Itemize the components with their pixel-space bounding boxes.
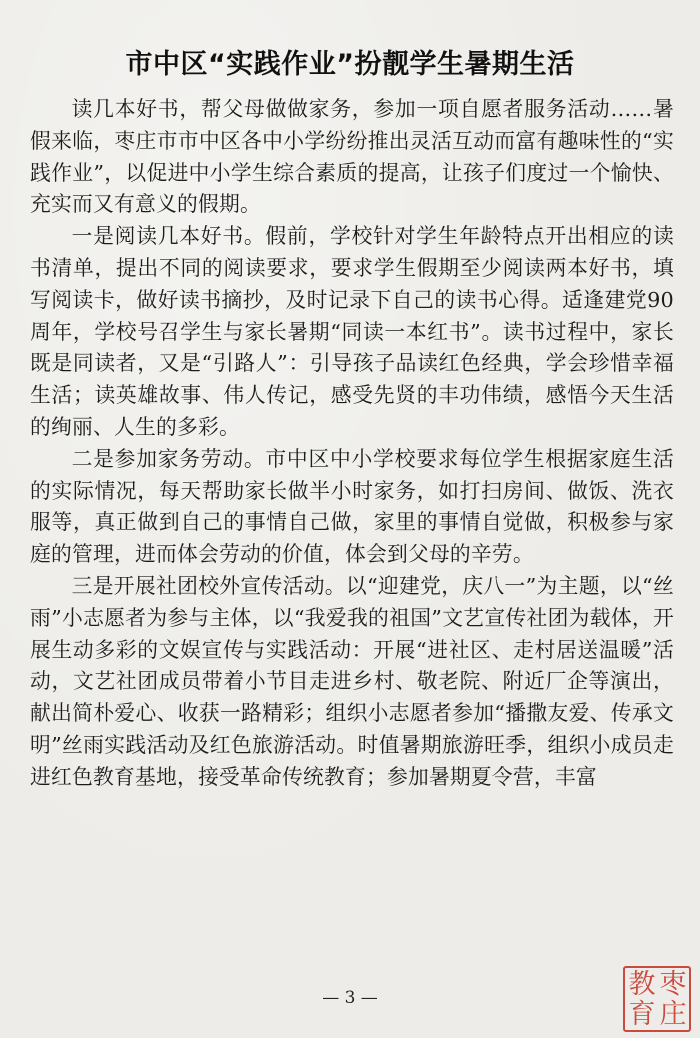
seal-stamp	[623, 966, 691, 1032]
paragraph-reading: 一是阅读几本好书。假前，学校针对学生年龄特点开出相应的读书清单，提出不同的阅读要求，要求学生假期至少阅读两本好书，填写阅读卡，做好读书摘抄，及时记录下自己的读书心得。适逢建党90周年，学校号召学生与家长暑期“同读一本红书”。读书过程中，家长既是同读者，又是“引路人”：引导孩子品读红色经典，学会珍惜幸福生活；读英雄故事、伟人传记，感受先贤的丰功伟绩，感悟今天生活的绚丽、人生的多彩。	[30, 224, 674, 439]
page-number: — 3 —	[322, 988, 378, 1008]
paragraph-housework: 二是参加家务劳动。市中区中小学校要求每位学生根据家庭生活的实际情况，每天帮助家长做半小时家务，如打扫房间、做饭、洗衣服等，真正做到自己的事情自己做，家里的事情自觉做，积极参与家庭的管理，进而体会劳动的价值，体会到父母的辛劳。	[30, 446, 674, 567]
article-body	[30, 94, 674, 794]
seal-char: 育	[628, 999, 656, 1030]
seal-char: 庄	[659, 999, 687, 1030]
paragraph-intro: 读几本好书，帮父母做做家务，参加一项自愿者服务活动……暑假来临，枣庄市市中区各中小学纷纷推出灵活互动而富有趣味性的“实践作业”，以促进中小学生综合素质的提高，让孩子们度过一个愉快、充实而又有意义的假期。	[30, 97, 674, 217]
paragraph-community: 三是开展社团校外宣传活动。以“迎建党，庆八一”为主题，以“丝雨”小志愿者为参与主体，以“我爱我的祖国”文艺宣传社团为载体，开展生动多彩的文娱宣传与实践活动：开展“进社区、走村居送温暖”活动，文艺社团成员带着小节目走进乡村、敬老院、附近厂企等演出，献出简朴爱心、收获一路精彩；组织小志愿者参加“播撒友爱、传承文明”丝雨实践活动及红色旅游活动。时值暑期旅游旺季，组织小成员走进红色教育基地，接受革命传统教育；参加暑期夏令营，丰富	[30, 573, 674, 789]
seal-char: 枣	[659, 969, 687, 1000]
seal-char: 教	[628, 969, 656, 1000]
article-title: 市中区“实践作业”扮靓学生暑期生活	[125, 49, 575, 81]
